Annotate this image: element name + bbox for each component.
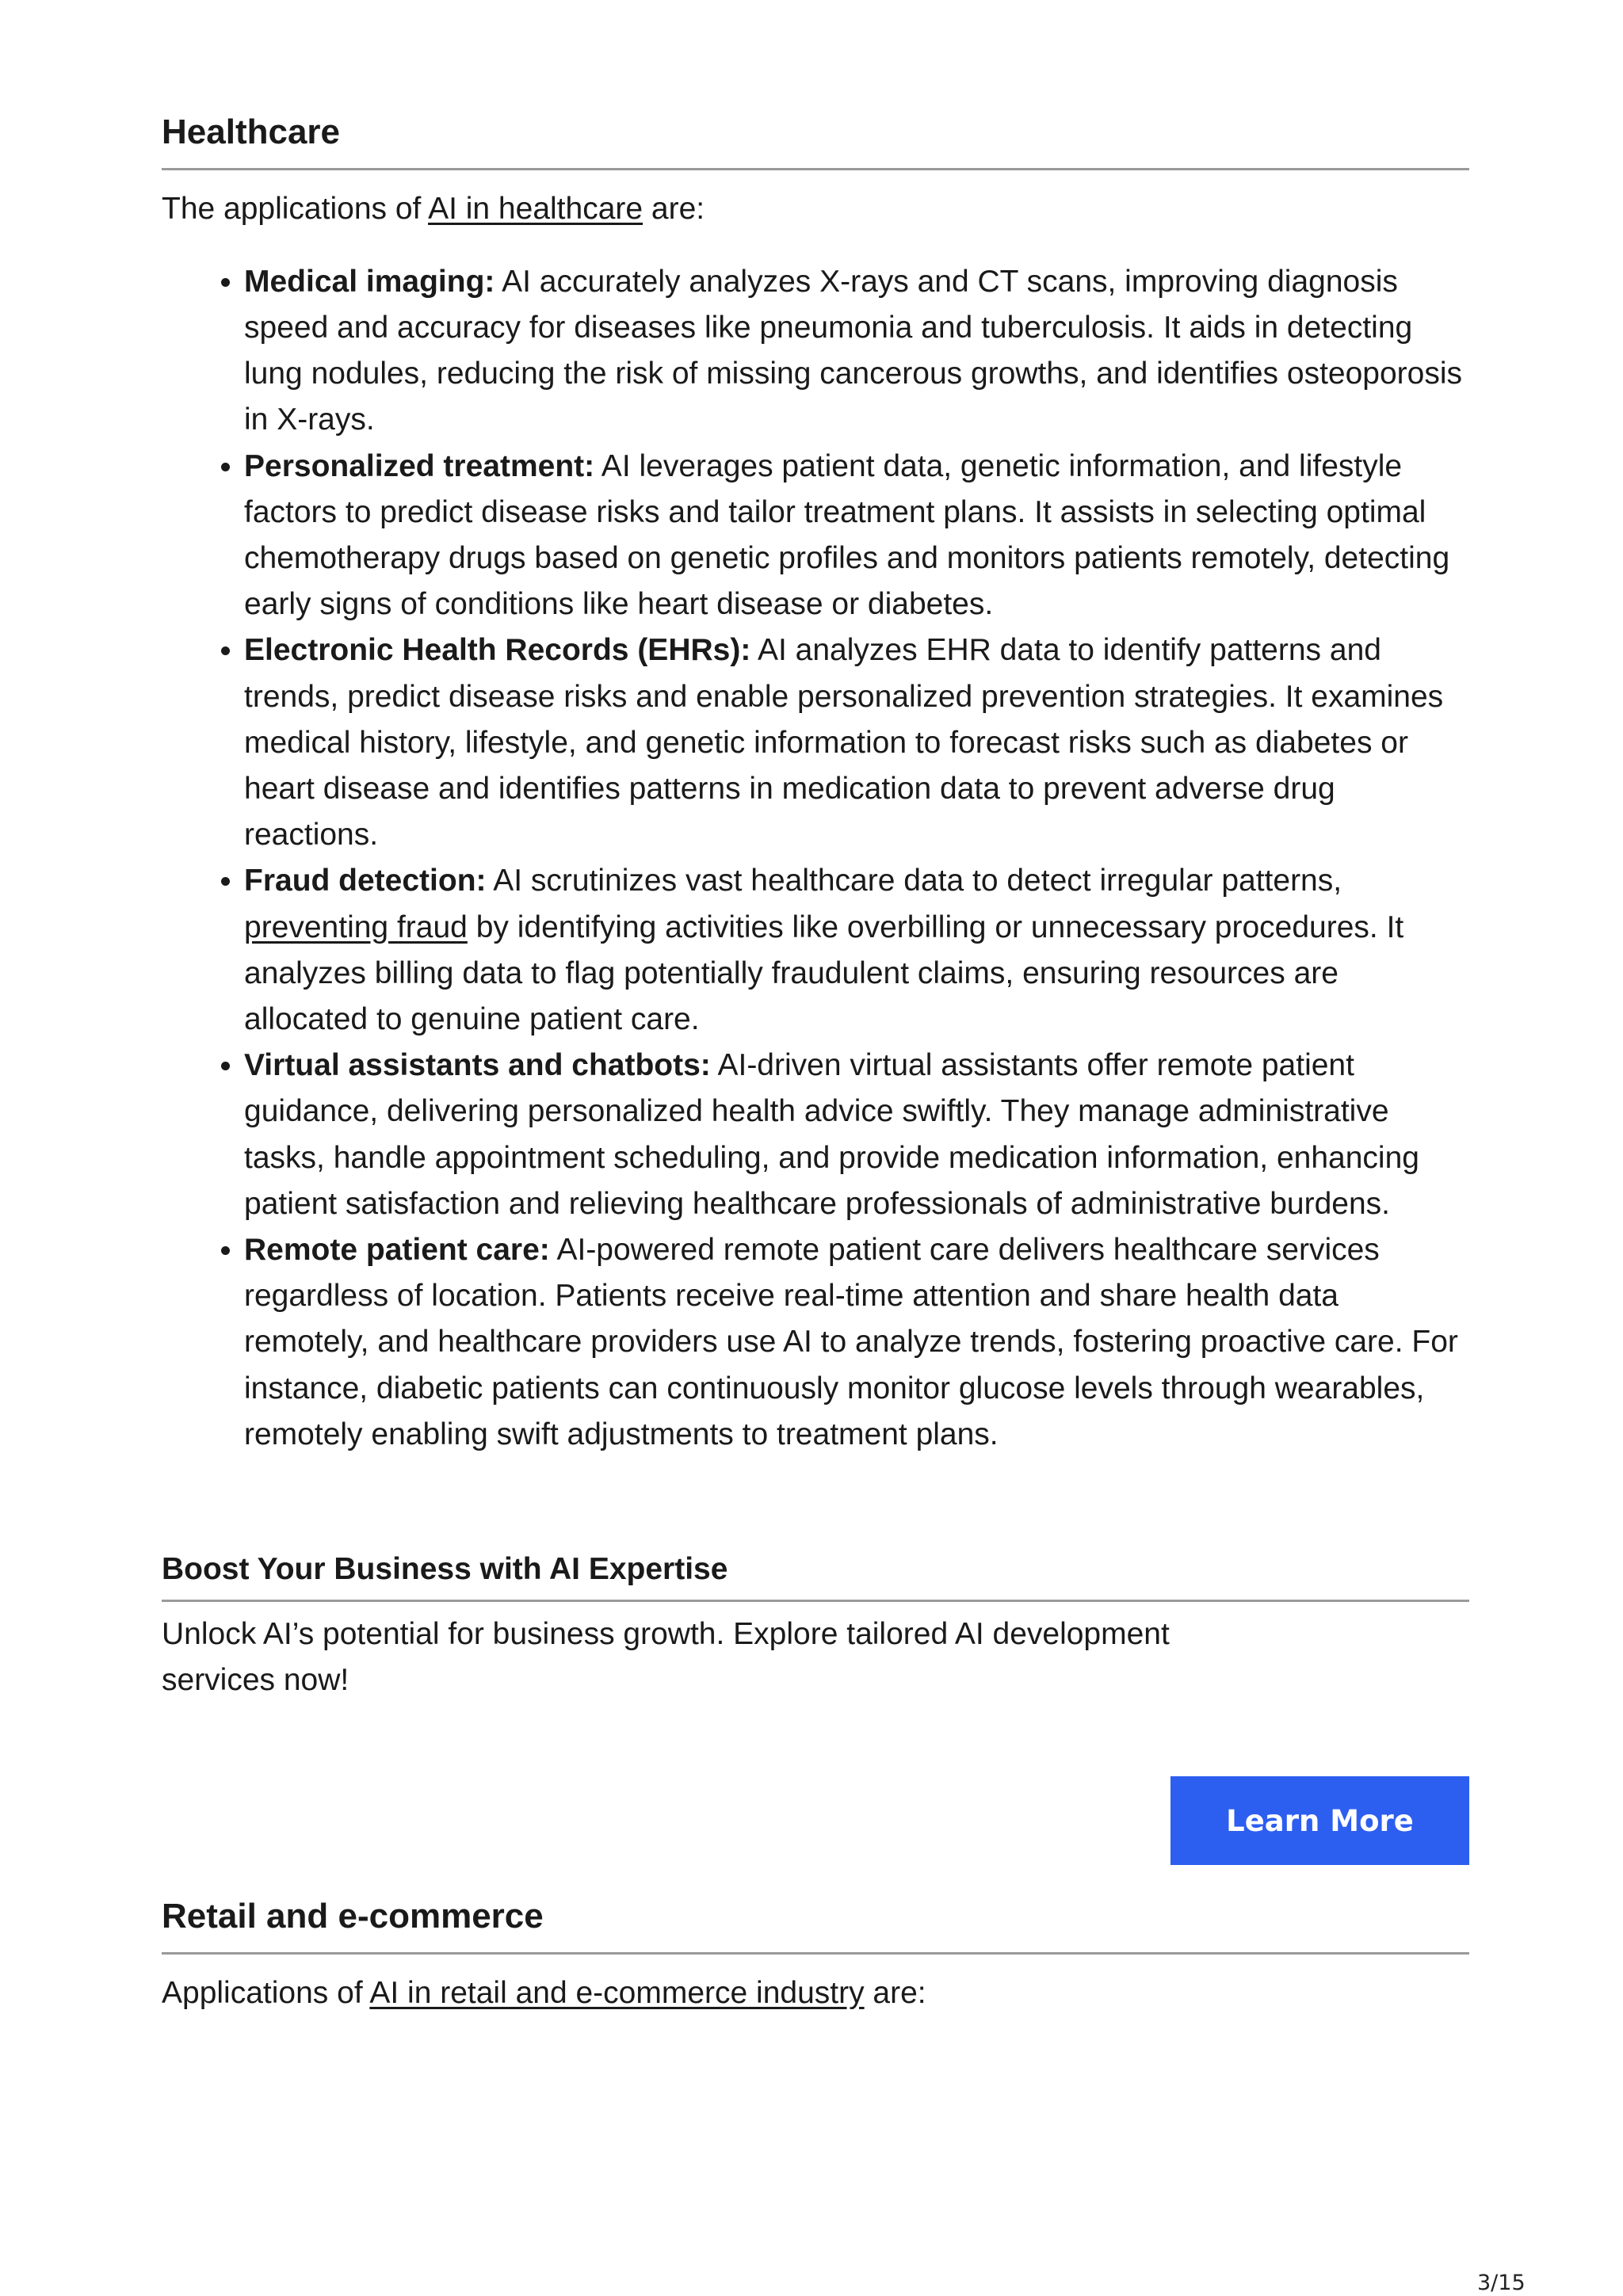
list-item: • Personalized treatment: AI leverages patient data, genetic information, and lifestyle factors to predict disease risks and tailor treatment plans. It assists in selecting optimal chemotherapy drugs based on genetic profiles and monitors patients remotely, detecting early signs of conditions like heart disease or diabetes.: [244, 444, 1469, 628]
retail-section: [162, 1896, 1469, 2016]
preventing-fraud-link[interactable]: preventing fraud: [244, 910, 468, 944]
section-intro: Applications of AI in retail and e-commerce industry are:: [162, 1975, 926, 2010]
applications-list: [162, 259, 1469, 1458]
ai-in-healthcare-link[interactable]: AI in healthcare: [428, 191, 643, 226]
section-heading: Retail and e-commerce: [162, 1896, 1469, 1955]
cta-box: [162, 1551, 1469, 1703]
list-item: • Medical imaging: AI accurately analyzes X-rays and CT scans, improving diagnosis speed and accuracy for diseases like pneumonia and tuberculosis. It aids in detecting lung nodules, reducing the risk of missing cancerous growths, and identifies osteoporosis in X-rays.: [244, 259, 1469, 444]
section-intro: The applications of AI in healthcare are:: [162, 191, 705, 226]
page-number: 3/15: [1477, 2271, 1526, 2295]
list-item: • Fraud detection: AI scrutinizes vast healthcare data to detect irregular patterns, preventing fraud by identifying activities like overbilling or unnecessary procedures. It analyzes billing data to flag potentially fraudulent claims, ensuring resources are allocated to genuine patient care.: [244, 858, 1469, 1043]
list-item: • Remote patient care: AI-powered remote patient care delivers healthcare services regardless of location. Patients receive real-time attention and share health data remotely, and healthcare providers use AI to analyze trends, fostering proactive care. For instance, diabetic patients can continuously monitor glucose levels through wearables, remotely enabling swift adjustments to treatment plans.: [244, 1227, 1469, 1458]
ai-in-retail-link[interactable]: AI in retail and e-commerce industry: [369, 1975, 865, 2010]
cta-heading: Boost Your Business with AI Expertise: [162, 1551, 1469, 1602]
list-item: • Virtual assistants and chatbots: AI-driven virtual assistants offer remote patient guidance, delivering personalized health advice swiftly. They manage administrative tasks, handle appointment scheduling, and provide medication information, enhancing patient satisfaction and relieving healthcare professionals of administrative burdens.: [244, 1043, 1469, 1227]
healthcare-section: [162, 112, 1469, 1458]
section-heading: Healthcare: [162, 112, 1469, 170]
learn-more-button[interactable]: Learn More: [1170, 1776, 1469, 1865]
list-item: • Electronic Health Records (EHRs): AI analyzes EHR data to identify patterns and trends, predict disease risks and enable personalized prevention strategies. It examines medical history, lifestyle, and genetic information to forecast risks such as diabetes or heart disease and identifies patterns in medication data to prevent adverse drug reactions.: [244, 627, 1469, 858]
cta-text: Unlock AI’s potential for business growth. Explore tailored AI development services now!: [162, 1616, 1170, 1697]
